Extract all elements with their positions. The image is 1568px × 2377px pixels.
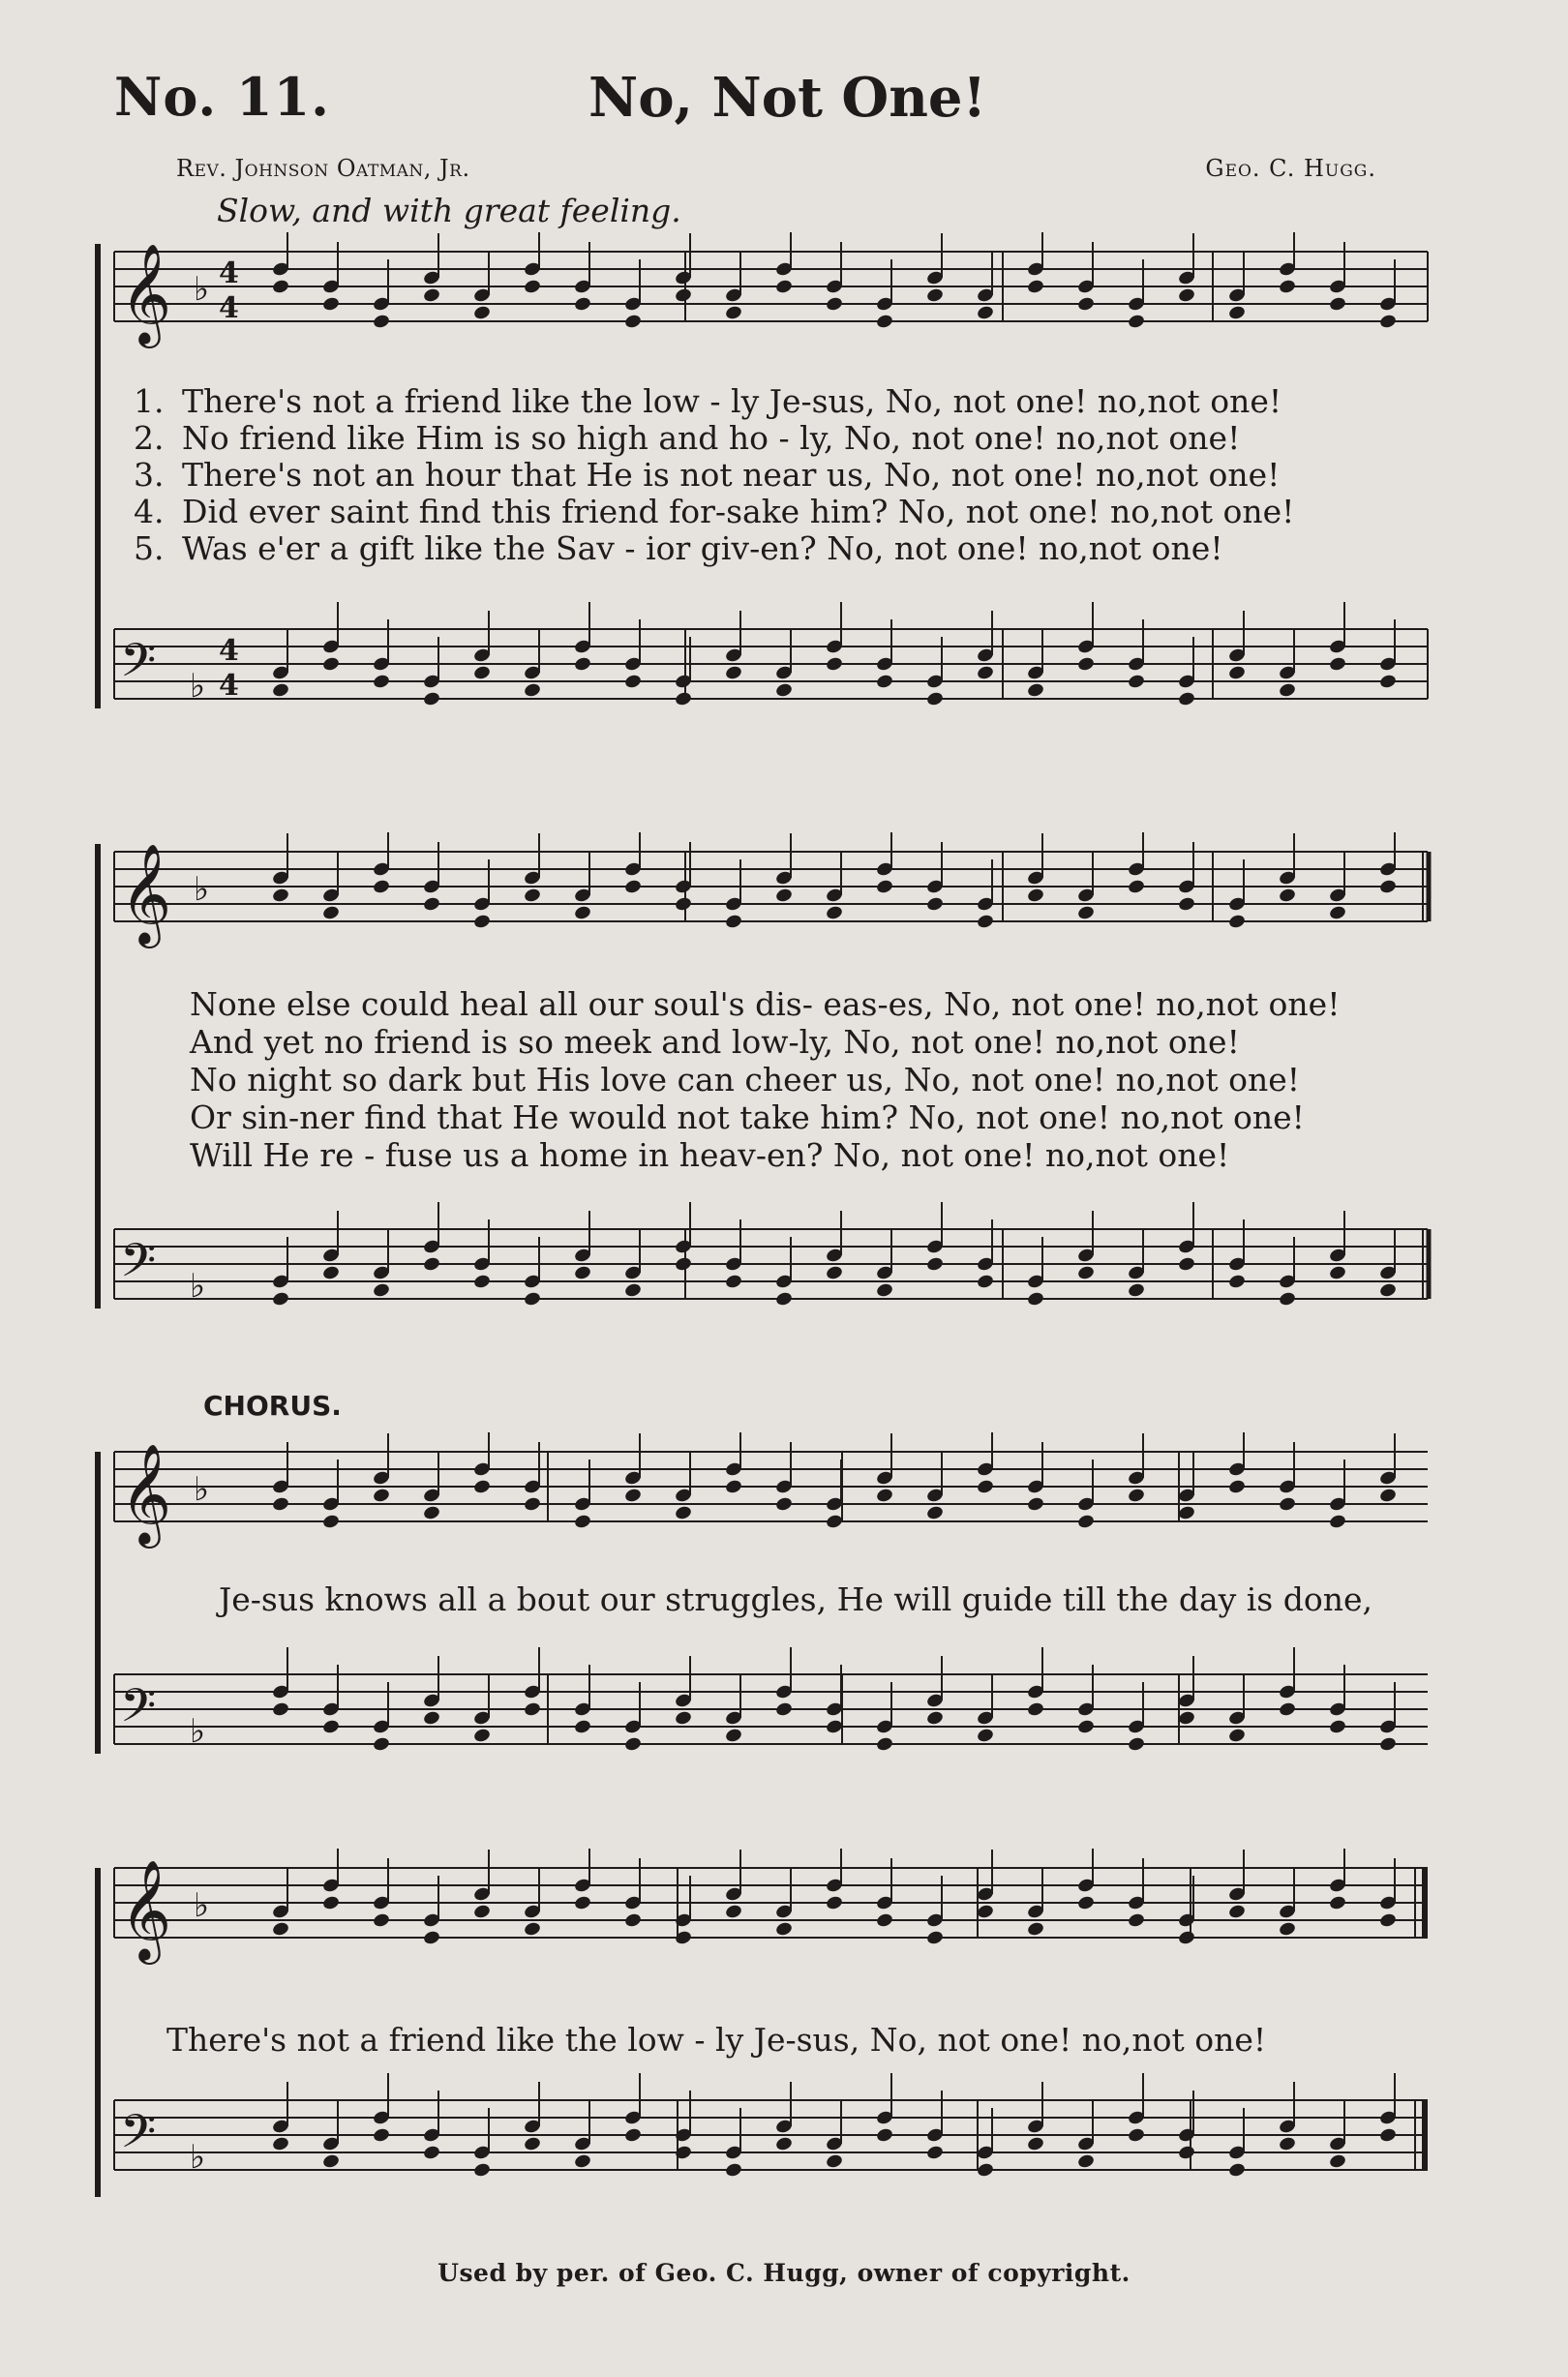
note-head — [372, 2127, 390, 2144]
note-head — [573, 1265, 591, 1281]
verse-line-4: 4. Did ever saint find this friend for-sake him? No, not one! no,not one! — [134, 493, 1295, 530]
note-head — [1227, 1904, 1246, 1920]
note-head — [1127, 879, 1145, 895]
note-head — [925, 1710, 944, 1727]
svg-text:♭: ♭ — [190, 1267, 206, 1306]
note-head — [321, 2153, 340, 2170]
note-head — [1177, 287, 1195, 304]
note-head — [724, 1274, 742, 1290]
note-head — [472, 305, 491, 321]
note-head — [1026, 279, 1044, 295]
verse-line-1: 1. There's not a friend like the low - ly Je-sus, No, not one! no,not one! — [134, 382, 1282, 420]
note-head — [1278, 1496, 1296, 1513]
verse-b-line-3: No night so dark but His love can cheer us, No, not one! no,not one! — [190, 1061, 1301, 1098]
note-head — [774, 888, 793, 904]
treble-staff-chorus-2 — [0, 1849, 1568, 2003]
verse-line-2: 2. No friend like Him is so high and ho - ly, No, not one! no,not one! — [134, 419, 1241, 457]
treble-staff-system-1 — [0, 232, 1568, 387]
note-head — [724, 914, 742, 930]
note-head — [724, 1728, 742, 1744]
note-head — [573, 656, 591, 673]
note-head — [1378, 1488, 1397, 1504]
note-head — [1076, 905, 1095, 921]
svg-text:𝄢: 𝄢 — [120, 1678, 157, 1744]
note-head — [372, 1736, 390, 1753]
svg-text:♭: ♭ — [190, 667, 206, 706]
svg-text:♭: ♭ — [194, 270, 210, 309]
svg-text:♭: ♭ — [194, 1886, 210, 1925]
note-head — [1076, 1265, 1095, 1281]
svg-text:4: 4 — [219, 669, 239, 703]
svg-text:♭: ♭ — [190, 1712, 206, 1751]
system-brace — [95, 244, 101, 708]
svg-text:4: 4 — [219, 634, 239, 668]
note-head — [422, 287, 440, 304]
verse-b-line-5: Will He re - fuse us a home in heav-en? No, not one! no,not one! — [190, 1136, 1230, 1174]
svg-text:♭: ♭ — [194, 1470, 210, 1509]
note-head — [925, 2145, 944, 2161]
note-head — [523, 1921, 541, 1938]
note-head — [1177, 896, 1195, 913]
note-head — [1278, 1291, 1296, 1308]
note-head — [925, 1930, 944, 1946]
note-head — [372, 674, 390, 690]
bass-staff-chorus-1 — [0, 1607, 1568, 1800]
svg-text:𝄞: 𝄞 — [120, 1443, 172, 1545]
note-head — [472, 1904, 491, 1920]
note-head — [1328, 1514, 1346, 1530]
verse-b-line-4: Or sin-ner find that He would not take him? No, not one! no,not one! — [190, 1098, 1305, 1136]
note-head — [825, 1895, 843, 1911]
note-head — [1127, 1736, 1145, 1753]
note-head — [573, 1719, 591, 1735]
treble-staff-chorus-1 — [0, 1432, 1568, 1587]
note-head — [724, 665, 742, 681]
note-head — [573, 296, 591, 313]
note-head — [523, 2136, 541, 2152]
note-head — [422, 2145, 440, 2161]
note-head — [321, 296, 340, 313]
note-head — [1278, 888, 1296, 904]
note-head — [1127, 1282, 1145, 1299]
note-head — [523, 888, 541, 904]
note-head — [623, 674, 642, 690]
note-head — [976, 2162, 994, 2179]
note-head — [674, 691, 692, 707]
note-head — [422, 896, 440, 913]
note-head — [472, 2162, 491, 2179]
lyricist-credit: Rev. Johnson Oatman, Jr. — [176, 155, 470, 182]
svg-text:♭: ♭ — [190, 2138, 206, 2177]
note-head — [1227, 1728, 1246, 1744]
note-head — [674, 1710, 692, 1727]
note-head — [724, 1904, 742, 1920]
note-head — [1026, 888, 1044, 904]
note-head — [523, 1291, 541, 1308]
note-head — [774, 1701, 793, 1718]
note-head — [1378, 879, 1397, 895]
note-head — [623, 879, 642, 895]
note-head — [573, 2153, 591, 2170]
note-head — [321, 656, 340, 673]
note-head — [1328, 905, 1346, 921]
note-head — [1026, 1921, 1044, 1938]
note-head — [925, 1256, 944, 1273]
note-head — [472, 1274, 491, 1290]
hymn-title: No, Not One! — [588, 66, 987, 130]
note-head — [976, 1274, 994, 1290]
note-head — [1177, 691, 1195, 707]
note-head — [1026, 682, 1044, 699]
note-head — [1227, 665, 1246, 681]
note-head — [1026, 2136, 1044, 2152]
copyright-footer: Used by per. of Geo. C. Hugg, owner of copyright. — [437, 2259, 1131, 2287]
note-head — [1328, 296, 1346, 313]
note-head — [674, 287, 692, 304]
note-head — [321, 1265, 340, 1281]
note-head — [724, 1479, 742, 1495]
note-head — [1076, 1514, 1095, 1530]
note-head — [321, 1514, 340, 1530]
note-head — [976, 1728, 994, 1744]
note-head — [1278, 1701, 1296, 1718]
note-head — [422, 1710, 440, 1727]
note-head — [472, 914, 491, 930]
note-head — [271, 888, 289, 904]
system-brace — [95, 1868, 101, 2197]
note-head — [1378, 1736, 1397, 1753]
note-head — [825, 905, 843, 921]
note-head — [1278, 1921, 1296, 1938]
note-head — [422, 691, 440, 707]
note-head — [925, 287, 944, 304]
note-head — [1328, 1895, 1346, 1911]
note-head — [1328, 656, 1346, 673]
note-head — [623, 1282, 642, 1299]
note-head — [1127, 1912, 1145, 1929]
note-head — [825, 2153, 843, 2170]
verse-b-line-1: None else could heal all our soul's dis- eas-es, No, not one! no,not one! — [190, 985, 1341, 1023]
note-head — [1378, 1282, 1397, 1299]
note-head — [976, 665, 994, 681]
note-head — [774, 1496, 793, 1513]
note-head — [825, 1265, 843, 1281]
note-head — [774, 1291, 793, 1308]
note-head — [925, 1505, 944, 1521]
note-head — [724, 305, 742, 321]
note-head — [1227, 1274, 1246, 1290]
chorus-line-2: There's not a friend like the low - ly Je-sus, No, not one! no,not one! — [166, 2021, 1267, 2059]
note-head — [271, 2136, 289, 2152]
note-head — [875, 674, 893, 690]
note-head — [321, 1895, 340, 1911]
note-head — [422, 1256, 440, 1273]
note-head — [976, 914, 994, 930]
note-head — [1378, 314, 1397, 330]
svg-text:4: 4 — [219, 291, 239, 325]
note-head — [372, 1282, 390, 1299]
note-head — [1127, 2127, 1145, 2144]
note-head — [875, 314, 893, 330]
note-head — [472, 1728, 491, 1744]
note-head — [875, 1488, 893, 1504]
note-head — [321, 1719, 340, 1735]
note-head — [774, 2136, 793, 2152]
note-head — [1127, 674, 1145, 690]
note-head — [1278, 279, 1296, 295]
svg-text:𝄢: 𝄢 — [120, 2104, 157, 2170]
note-head — [925, 691, 944, 707]
note-head — [1177, 1710, 1195, 1727]
note-head — [271, 682, 289, 699]
note-head — [976, 1479, 994, 1495]
note-head — [271, 1291, 289, 1308]
note-head — [1026, 1496, 1044, 1513]
note-head — [825, 656, 843, 673]
note-head — [1177, 2145, 1195, 2161]
note-head — [523, 1496, 541, 1513]
note-head — [724, 2162, 742, 2179]
verse-line-3: 3. There's not an hour that He is not near us, No, not one! no,not one! — [134, 456, 1281, 494]
note-head — [1378, 674, 1397, 690]
note-head — [1076, 2153, 1095, 2170]
composer-credit: Geo. C. Hugg. — [1205, 155, 1376, 182]
note-head — [1378, 2127, 1397, 2144]
bass-staff-system-2 — [0, 1181, 1568, 1374]
note-head — [472, 665, 491, 681]
note-head — [1076, 296, 1095, 313]
note-head — [1026, 1291, 1044, 1308]
note-head — [774, 682, 793, 699]
note-head — [422, 1930, 440, 1946]
note-head — [422, 1505, 440, 1521]
note-head — [1076, 1719, 1095, 1735]
note-head — [1127, 314, 1145, 330]
note-head — [271, 1496, 289, 1513]
chorus-label: CHORUS. — [203, 1390, 342, 1422]
note-head — [674, 1505, 692, 1521]
note-head — [1227, 1479, 1246, 1495]
bass-staff-system-1 — [0, 581, 1568, 774]
verse-b-line-2: And yet no friend is so meek and low-ly, No, not one! no,not one! — [190, 1023, 1240, 1061]
note-head — [674, 896, 692, 913]
tempo-marking: Slow, and with great feeling. — [217, 192, 681, 229]
note-head — [825, 1514, 843, 1530]
svg-text:4: 4 — [219, 256, 239, 290]
note-head — [623, 314, 642, 330]
note-head — [1227, 305, 1246, 321]
note-head — [573, 1514, 591, 1530]
note-head — [1227, 2162, 1246, 2179]
note-head — [774, 279, 793, 295]
note-head — [623, 1488, 642, 1504]
svg-text:♭: ♭ — [194, 870, 210, 909]
svg-text:𝄞: 𝄞 — [120, 1859, 172, 1961]
note-head — [875, 2127, 893, 2144]
note-head — [1378, 1912, 1397, 1929]
bass-staff-chorus-2 — [0, 2042, 1568, 2236]
note-head — [825, 296, 843, 313]
note-head — [623, 2127, 642, 2144]
note-head — [271, 1701, 289, 1718]
note-head — [523, 1701, 541, 1718]
note-head — [372, 879, 390, 895]
system-brace — [95, 844, 101, 1309]
treble-staff-system-2 — [0, 832, 1568, 987]
note-head — [825, 1719, 843, 1735]
note-head — [1227, 914, 1246, 930]
note-head — [1278, 682, 1296, 699]
note-head — [976, 305, 994, 321]
note-head — [1328, 2153, 1346, 2170]
note-head — [1076, 1895, 1095, 1911]
hymn-number: No. 11. — [114, 66, 330, 128]
note-head — [623, 1912, 642, 1929]
note-head — [623, 1736, 642, 1753]
note-head — [976, 1904, 994, 1920]
note-head — [372, 1488, 390, 1504]
note-head — [925, 896, 944, 913]
note-head — [573, 905, 591, 921]
note-head — [1177, 1505, 1195, 1521]
note-head — [1026, 1701, 1044, 1718]
note-head — [774, 1921, 793, 1938]
svg-text:𝄢: 𝄢 — [120, 1233, 157, 1299]
note-head — [1278, 2136, 1296, 2152]
note-head — [1076, 656, 1095, 673]
note-head — [523, 682, 541, 699]
note-head — [523, 279, 541, 295]
svg-text:𝄞: 𝄞 — [120, 243, 172, 345]
note-head — [1328, 1719, 1346, 1735]
note-head — [674, 1256, 692, 1273]
note-head — [1127, 1488, 1145, 1504]
svg-text:𝄢: 𝄢 — [120, 633, 157, 699]
note-head — [372, 1912, 390, 1929]
note-head — [875, 1282, 893, 1299]
note-head — [271, 279, 289, 295]
verse-line-5: 5. Was e'er a gift like the Sav - ior giv-en? No, not one! no,not one! — [134, 529, 1223, 567]
note-head — [472, 1479, 491, 1495]
note-head — [1177, 1930, 1195, 1946]
system-brace — [95, 1452, 101, 1754]
note-head — [875, 1912, 893, 1929]
note-head — [271, 1921, 289, 1938]
note-head — [321, 905, 340, 921]
note-head — [372, 314, 390, 330]
svg-text:𝄞: 𝄞 — [120, 843, 172, 945]
note-head — [573, 1895, 591, 1911]
note-head — [875, 879, 893, 895]
note-head — [1177, 1256, 1195, 1273]
note-head — [1328, 1265, 1346, 1281]
note-head — [875, 1736, 893, 1753]
chorus-line-1: Je-sus knows all a bout our struggles, He will guide till the day is done, — [219, 1580, 1372, 1618]
